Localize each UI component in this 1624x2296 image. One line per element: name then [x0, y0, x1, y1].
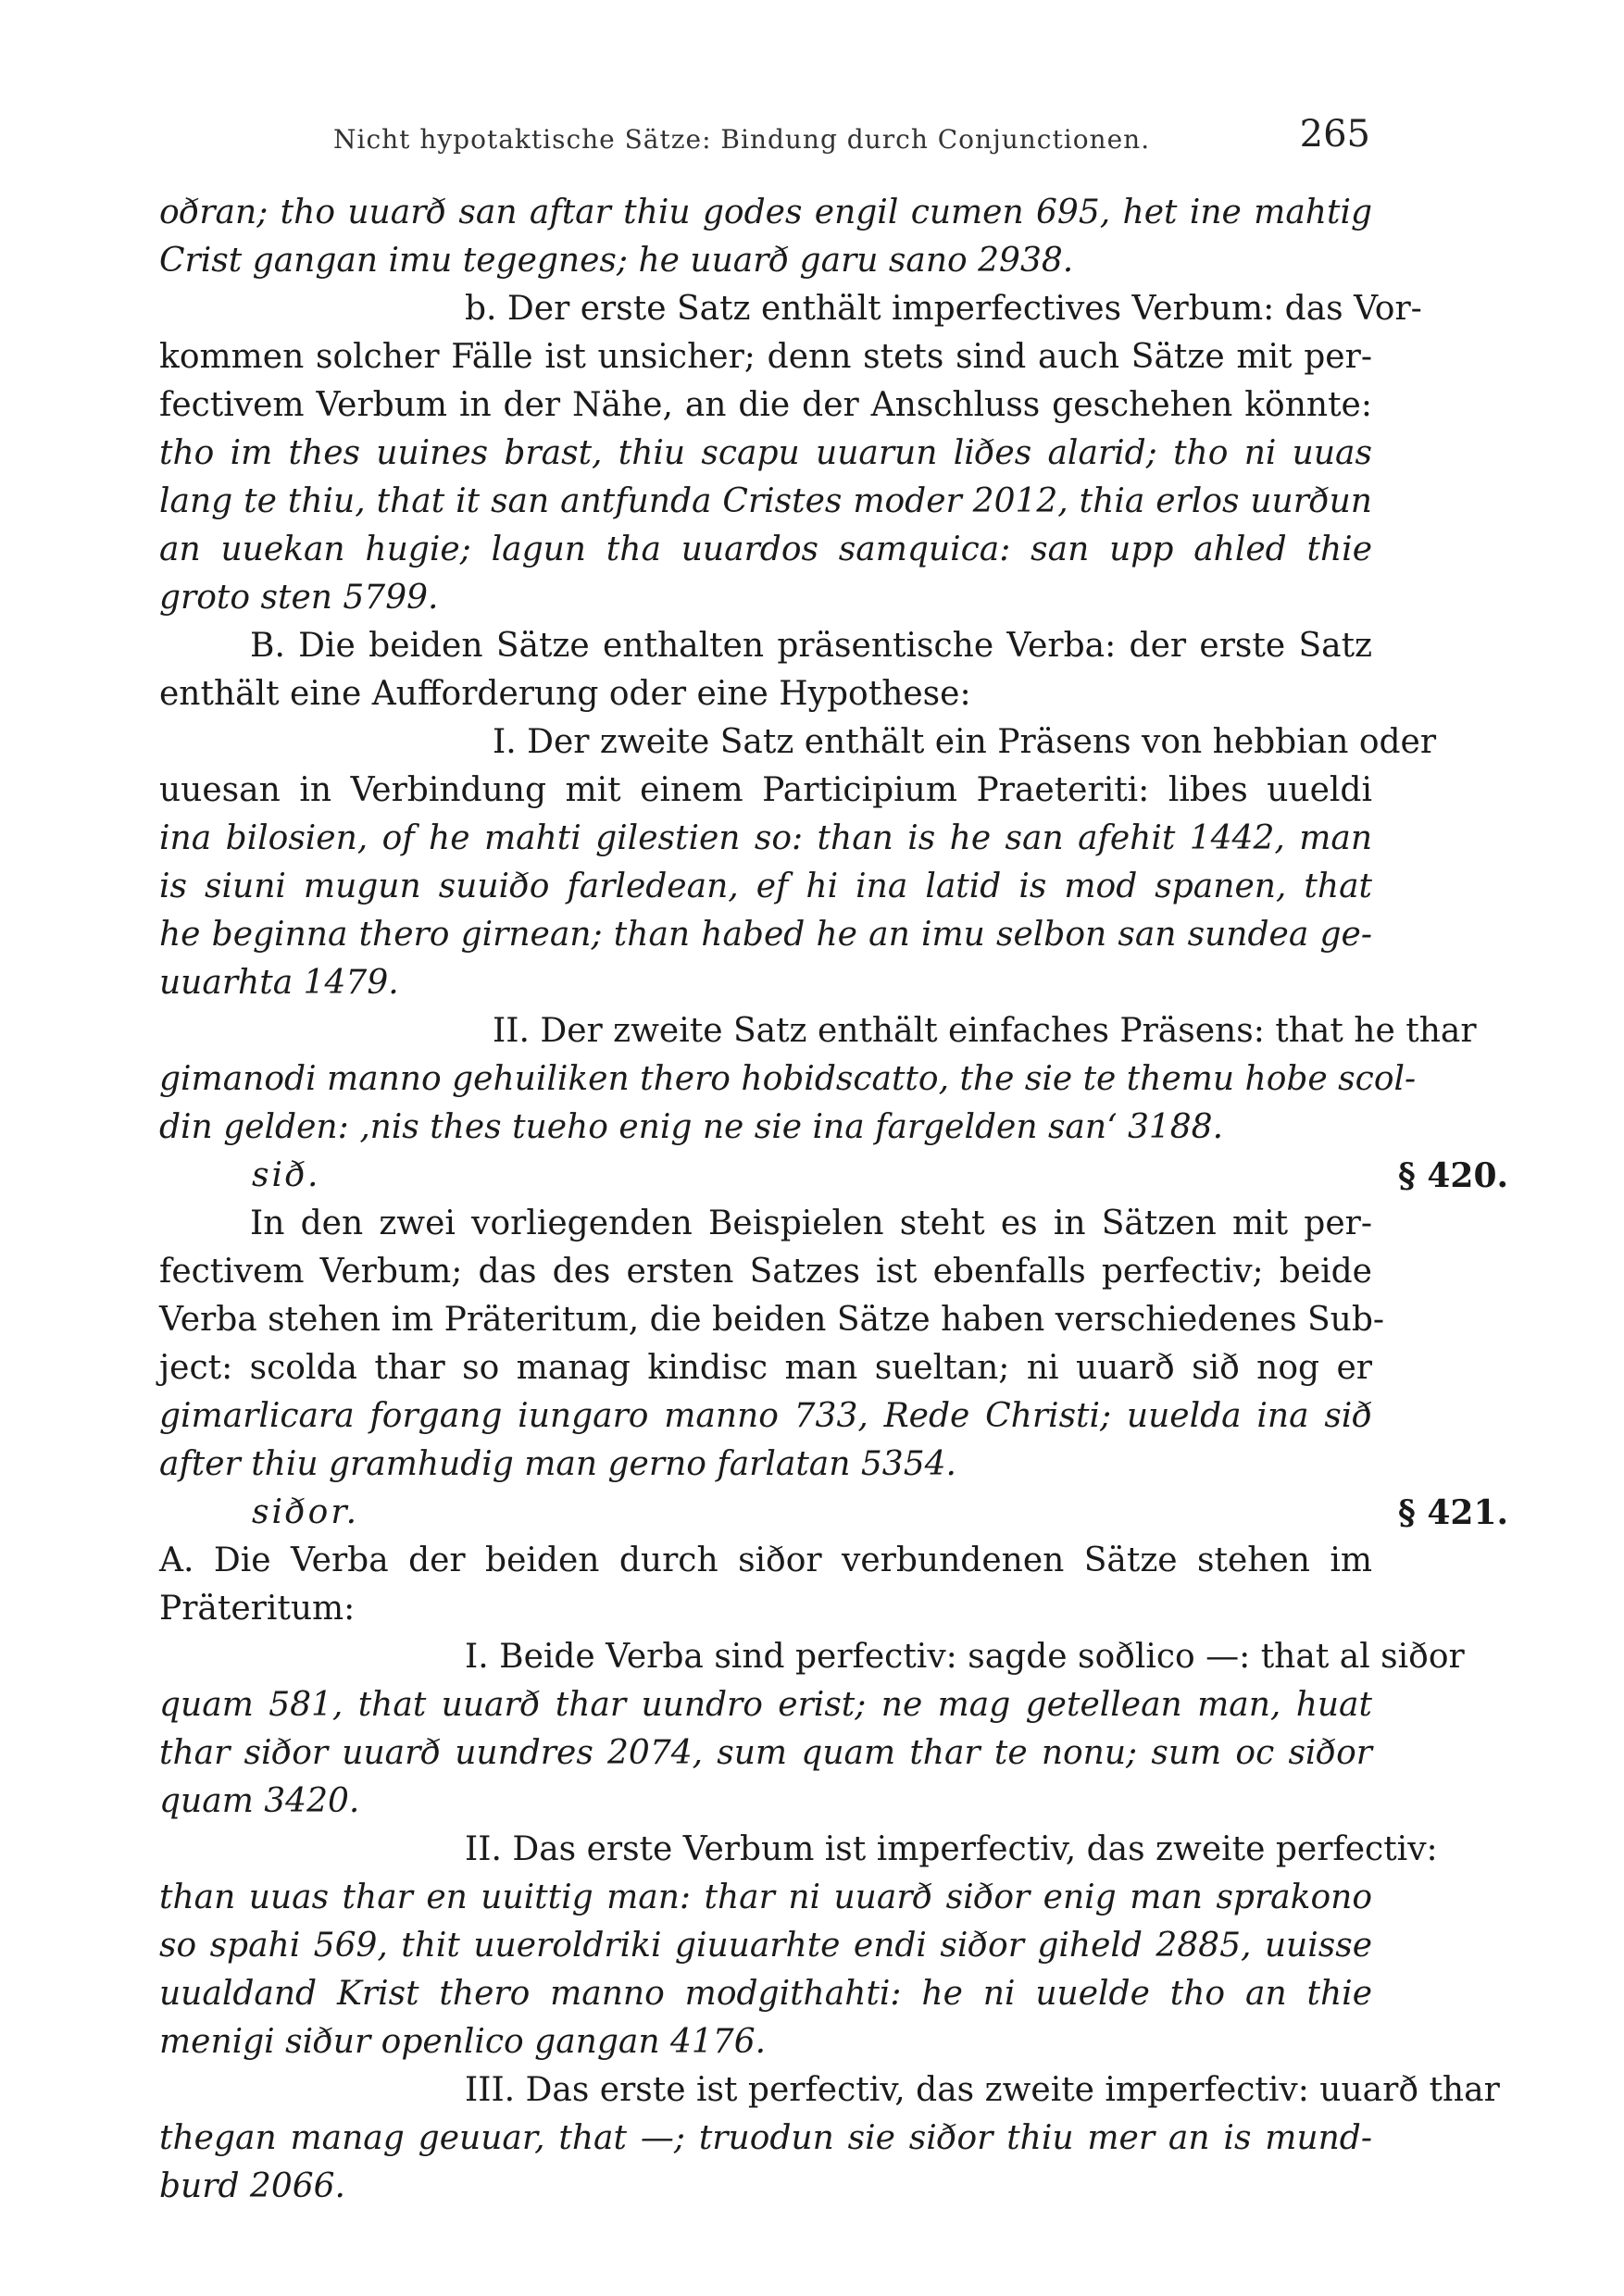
text-line: quam 3420.	[159, 1782, 360, 1820]
text-line: b. Der erste Satz enthält imperfectives Verbum: das Vor-	[465, 290, 1422, 328]
text-line: III. Das erste ist perfectiv, das zweite imperfectiv: uuarð thar	[465, 2071, 1500, 2109]
text-line: Präteritum:	[159, 1590, 356, 1628]
text-line: ject: scolda thar so manag kindisc man sueltan; ni uuarð sið nog er	[159, 1349, 1372, 1387]
text-line: In den zwei vorliegenden Beispielen steht es in Sätzen mit per-	[250, 1204, 1372, 1242]
text-line: gimanodi manno gehuiliken thero hobidscatto, the sie te themu hobe scol-	[159, 1060, 1417, 1098]
text-line: thegan manag geuuar, that —; truodun sie siðor thiu mer an is mund-	[159, 2119, 1372, 2157]
text-line: II. Das erste Verbum ist imperfectiv, das zweite perfectiv:	[465, 1830, 1438, 1868]
text-line: ina bilosien, of he mahti gilestien so: than is he san afehit 1442, man	[159, 819, 1372, 857]
text-line: quam 581, that uuarð thar uundro erist; ne mag getellean man, huat	[159, 1686, 1372, 1724]
text-line: uualdand Krist thero manno modgithahti: he ni uuelde tho an thie	[159, 1975, 1372, 2013]
section-mark: § 420.	[1398, 1156, 1509, 1195]
text-line: after thiu gramhudig man gerno farlatan 5354.	[159, 1445, 956, 1483]
text-line: I. Der zweite Satz enthält ein Präsens von hebbian oder	[493, 723, 1437, 761]
text-line: groto sten 5799.	[159, 579, 439, 617]
text-line: fectivem Verbum in der Nähe, an die der Anschluss geschehen könnte:	[159, 386, 1372, 424]
text-line: is siuni mugun suuiðo farledean, ef hi ina latid is mod spanen, that	[159, 867, 1372, 905]
section-row	[159, 1489, 1509, 1537]
text-line: than uuas thar en uuittig man: thar ni uuarð siðor enig man sprakono	[159, 1878, 1372, 1916]
text-line: uuarhta 1479.	[159, 964, 399, 1002]
text-line: B. Die beiden Sätze enthalten präsentische Verba: der erste Satz	[250, 627, 1372, 665]
text-line: thar siðor uuarð uundres 2074, sum quam thar te nonu; sum oc siðor	[159, 1734, 1372, 1772]
text-line: lang te thiu, that it san antfunda Cristes moder 2012, thia erlos uurðun	[159, 482, 1372, 520]
body-text	[159, 189, 1509, 2211]
section-keyword: siðor.	[252, 1493, 360, 1531]
section-mark: § 421.	[1398, 1493, 1509, 1532]
text-line: I. Beide Verba sind perfectiv: sagde soðlico —: that al siðor	[465, 1638, 1465, 1676]
text-line: tho im thes uuines brast, thiu scapu uuarun liðes alarid; tho ni uuas	[159, 434, 1372, 472]
text-line: fectivem Verbum; das des ersten Satzes ist ebenfalls perfectiv; beide	[159, 1253, 1372, 1291]
section-row	[159, 1152, 1509, 1200]
section-keyword: sið.	[252, 1156, 321, 1194]
text-line: A. Die Verba der beiden durch siðor verbundenen Sätze stehen im	[159, 1541, 1372, 1579]
text-line: uuesan in Verbindung mit einem Participium Praeteriti: libes uueldi	[159, 771, 1372, 809]
text-line: gimarlicara forgang iungaro manno 733, Rede Christi; uuelda ina sið	[159, 1397, 1372, 1435]
text-line: II. Der zweite Satz enthält einfaches Präsens: that he thar	[493, 1012, 1477, 1050]
text-line: enthält eine Aufforderung oder eine Hypothese:	[159, 675, 971, 713]
text-line: oðran; tho uuarð san aftar thiu godes engil cumen 695, het ine mahtig	[159, 193, 1372, 231]
running-title: Nicht hypotaktische Sätze: Bindung durch Conjunctionen.	[333, 124, 1151, 155]
text-line: kommen solcher Fälle ist unsicher; denn stets sind auch Sätze mit per-	[159, 338, 1372, 376]
text-line: Crist gangan imu tegegnes; he uuarð garu sano 2938.	[159, 242, 1074, 280]
text-line: an uuekan hugie; lagun tha uuardos samquica: san upp ahled thie	[159, 530, 1372, 568]
page-header	[167, 113, 1370, 159]
text-line: so spahi 569, thit uueroldriki giuuarhte endi siðor giheld 2885, uuisse	[159, 1927, 1372, 1965]
text-line: menigi siður openlico gangan 4176.	[159, 2023, 767, 2061]
text-line: he beginna thero girnean; than habed he an imu selbon san sundea ge-	[159, 916, 1372, 954]
text-line: burd 2066.	[159, 2167, 345, 2205]
text-line: din gelden: ‚nis thes tueho enig ne sie ina fargelden san‘ 3188.	[159, 1108, 1224, 1146]
page-number: 265	[1299, 113, 1370, 156]
text-line: Verba stehen im Präteritum, die beiden Sätze haben verschiedenes Sub-	[159, 1301, 1385, 1339]
